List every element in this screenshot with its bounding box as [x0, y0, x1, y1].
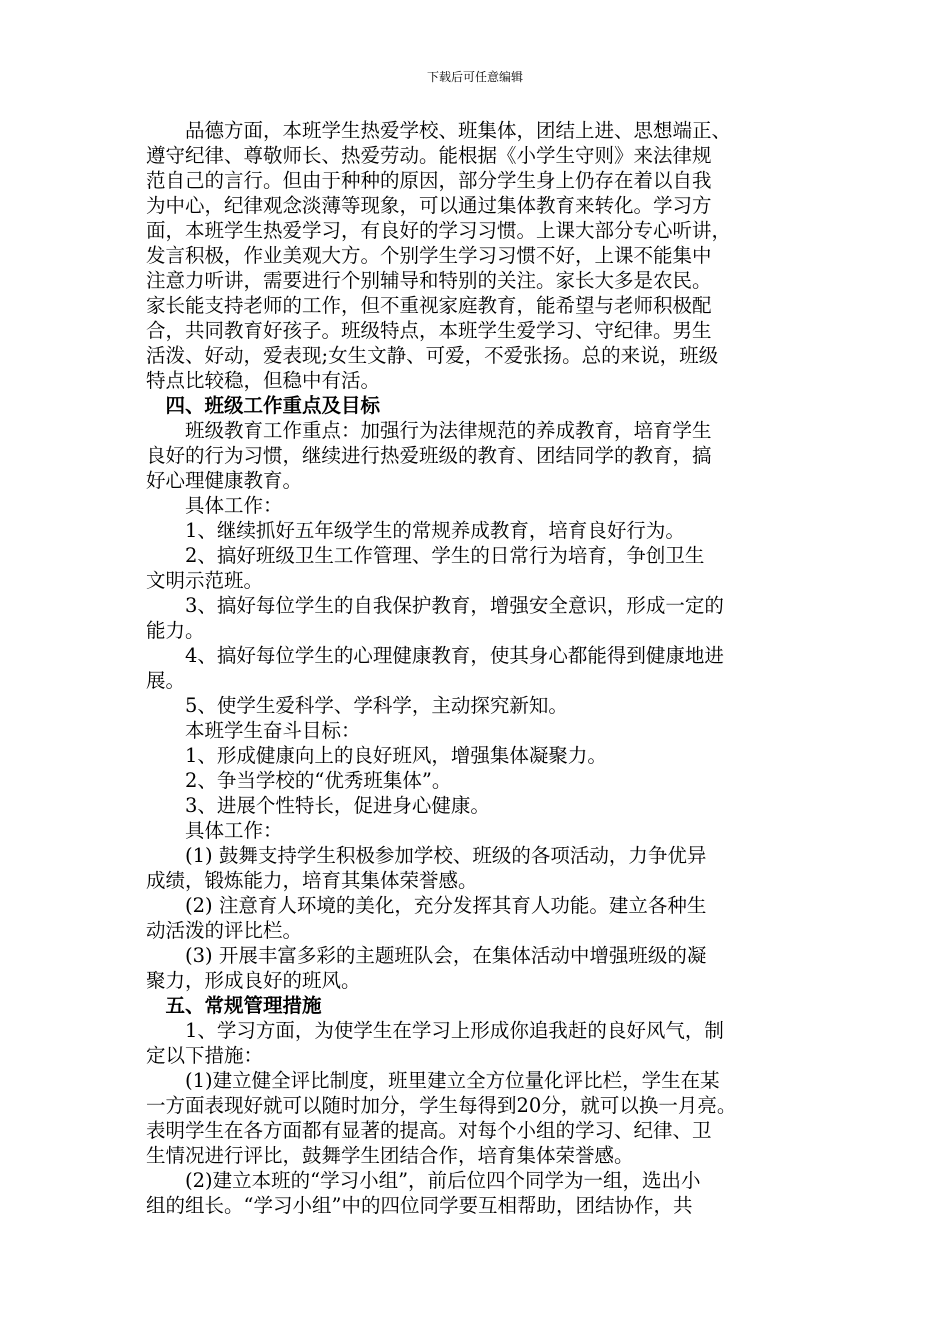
text-line: 面，本班学生热爱学习，有良好的学习习惯。上课大部分专心听讲，	[146, 219, 732, 242]
text-line: 为中心，纪律观念淡薄等现象，可以通过集体教育来转化。学习方	[146, 194, 712, 217]
text-line: 具体工作：	[185, 494, 283, 517]
paragraph	[146, 543, 810, 593]
text-line: 注意力听讲，需要进行个别辅导和特别的关注。家长大多是农民。	[146, 269, 712, 292]
text-line: 特点比较稳，但稳中有活。	[146, 369, 381, 392]
text-line: 五、常规管理措施	[165, 994, 322, 1017]
text-line: 遵守纪律、尊敬师长、热爱劳动。能根据《小学生守则》来法律规	[146, 144, 712, 167]
text-line: 聚力，形成良好的班风。	[146, 969, 361, 992]
section-heading	[146, 393, 810, 418]
paragraph	[146, 793, 810, 818]
paragraph	[146, 418, 810, 493]
text-line: (2) 注意育人环境的美化，充分发挥其育人功能。建立各种生	[185, 894, 707, 917]
paragraph	[146, 643, 810, 693]
paragraph	[146, 818, 810, 843]
text-line: 家长能支持老师的工作，但不重视家庭教育，能希望与老师积极配	[146, 294, 712, 317]
text-line: 成绩，锻炼能力，培育其集体荣誉感。	[146, 869, 478, 892]
text-line: (1) 鼓舞支持学生积极参加学校、班级的各项活动，力争优异	[185, 844, 707, 867]
text-line: 范自己的言行。但由于种种的原因，部分学生身上仍存在着以自我	[146, 169, 712, 192]
text-line: 本班学生奋斗目标：	[185, 719, 361, 742]
text-line: 合，共同教育好孩子。班级特点，本班学生爱学习、守纪律。男生	[146, 319, 712, 342]
text-line: 活泼、好动，爱表现;女生文静、可爱，不爱张扬。总的来说，班级	[146, 344, 719, 367]
text-line: 四、班级工作重点及目标	[165, 394, 381, 417]
text-line: 生情况进行评比，鼓舞学生团结合作，培育集体荣誉感。	[146, 1144, 634, 1167]
text-line: 2、搞好班级卫生工作管理、学生的日常行为培育，争创卫生	[185, 544, 705, 567]
text-line: (2)建立本班的“学习小组”，前后位四个同学为一组，选出小	[185, 1169, 701, 1192]
paragraph	[146, 743, 810, 768]
text-line: 1、形成健康向上的良好班风，增强集体凝聚力。	[185, 744, 607, 767]
text-line: 发言积极，作业美观大方。个别学生学习习惯不好，上课不能集中	[146, 244, 712, 267]
page-header-note: 下载后可任意编辑	[426, 70, 523, 84]
text-line: 1、学习方面，为使学生在学习上形成你追我赶的良好风气，制	[185, 1019, 724, 1042]
text-line: 品德方面，本班学生热爱学校、班集体，团结上进、思想端正、	[185, 119, 732, 142]
text-line: 组的组长。“学习小组”中的四位同学要互相帮助，团结协作，共	[146, 1194, 693, 1217]
paragraph	[146, 118, 810, 393]
paragraph	[146, 1018, 810, 1068]
paragraph	[146, 843, 810, 893]
text-line: 班级教育工作重点：加强行为法律规范的养成教育，培育学生	[185, 419, 712, 442]
document-body	[146, 118, 810, 1218]
text-line: 定以下措施：	[146, 1044, 264, 1067]
paragraph	[146, 718, 810, 743]
paragraph	[146, 943, 810, 993]
paragraph	[146, 693, 810, 718]
paragraph	[146, 518, 810, 543]
text-line: 4、搞好每位学生的心理健康教育，使其身心都能得到健康地进	[185, 644, 724, 667]
text-line: (3) 开展丰富多彩的主题班队会，在集体活动中增强班级的凝	[185, 944, 707, 967]
paragraph	[146, 593, 810, 643]
text-line: 1、继续抓好五年级学生的常规养成教育，培育良好行为。	[185, 519, 685, 542]
text-line: 动活泼的评比栏。	[146, 919, 303, 942]
text-line: 文明示范班。	[146, 569, 264, 592]
text-line: 具体工作：	[185, 819, 283, 842]
paragraph	[146, 768, 810, 793]
text-line: 展。	[146, 669, 186, 692]
text-line: 5、使学生爱科学、学科学，主动探究新知。	[185, 694, 568, 717]
text-line: 2、争当学校的“优秀班集体”。	[185, 769, 452, 792]
paragraph	[146, 1168, 810, 1218]
paragraph	[146, 1068, 810, 1168]
text-line: 3、进展个性特长，促进身心健康。	[185, 794, 490, 817]
text-line: 表明学生在各方面都有显著的提高。对每个小组的学习、纪律、卫	[146, 1119, 712, 1142]
text-line: 良好的行为习惯，继续进行热爱班级的教育、团结同学的教育，搞	[146, 444, 712, 467]
text-line: 好心理健康教育。	[146, 469, 303, 492]
paragraph	[146, 893, 810, 943]
paragraph	[146, 493, 810, 518]
text-line: 能力。	[146, 619, 205, 642]
text-line: 3、搞好每位学生的自我保护教育，增强安全意识，形成一定的	[185, 594, 724, 617]
text-line: (1)建立健全评比制度，班里建立全方位量化评比栏，学生在某	[185, 1069, 720, 1092]
text-line: 一方面表现好就可以随时加分，学生每得到20分，就可以换一月亮。	[146, 1094, 737, 1117]
section-heading	[146, 993, 810, 1018]
